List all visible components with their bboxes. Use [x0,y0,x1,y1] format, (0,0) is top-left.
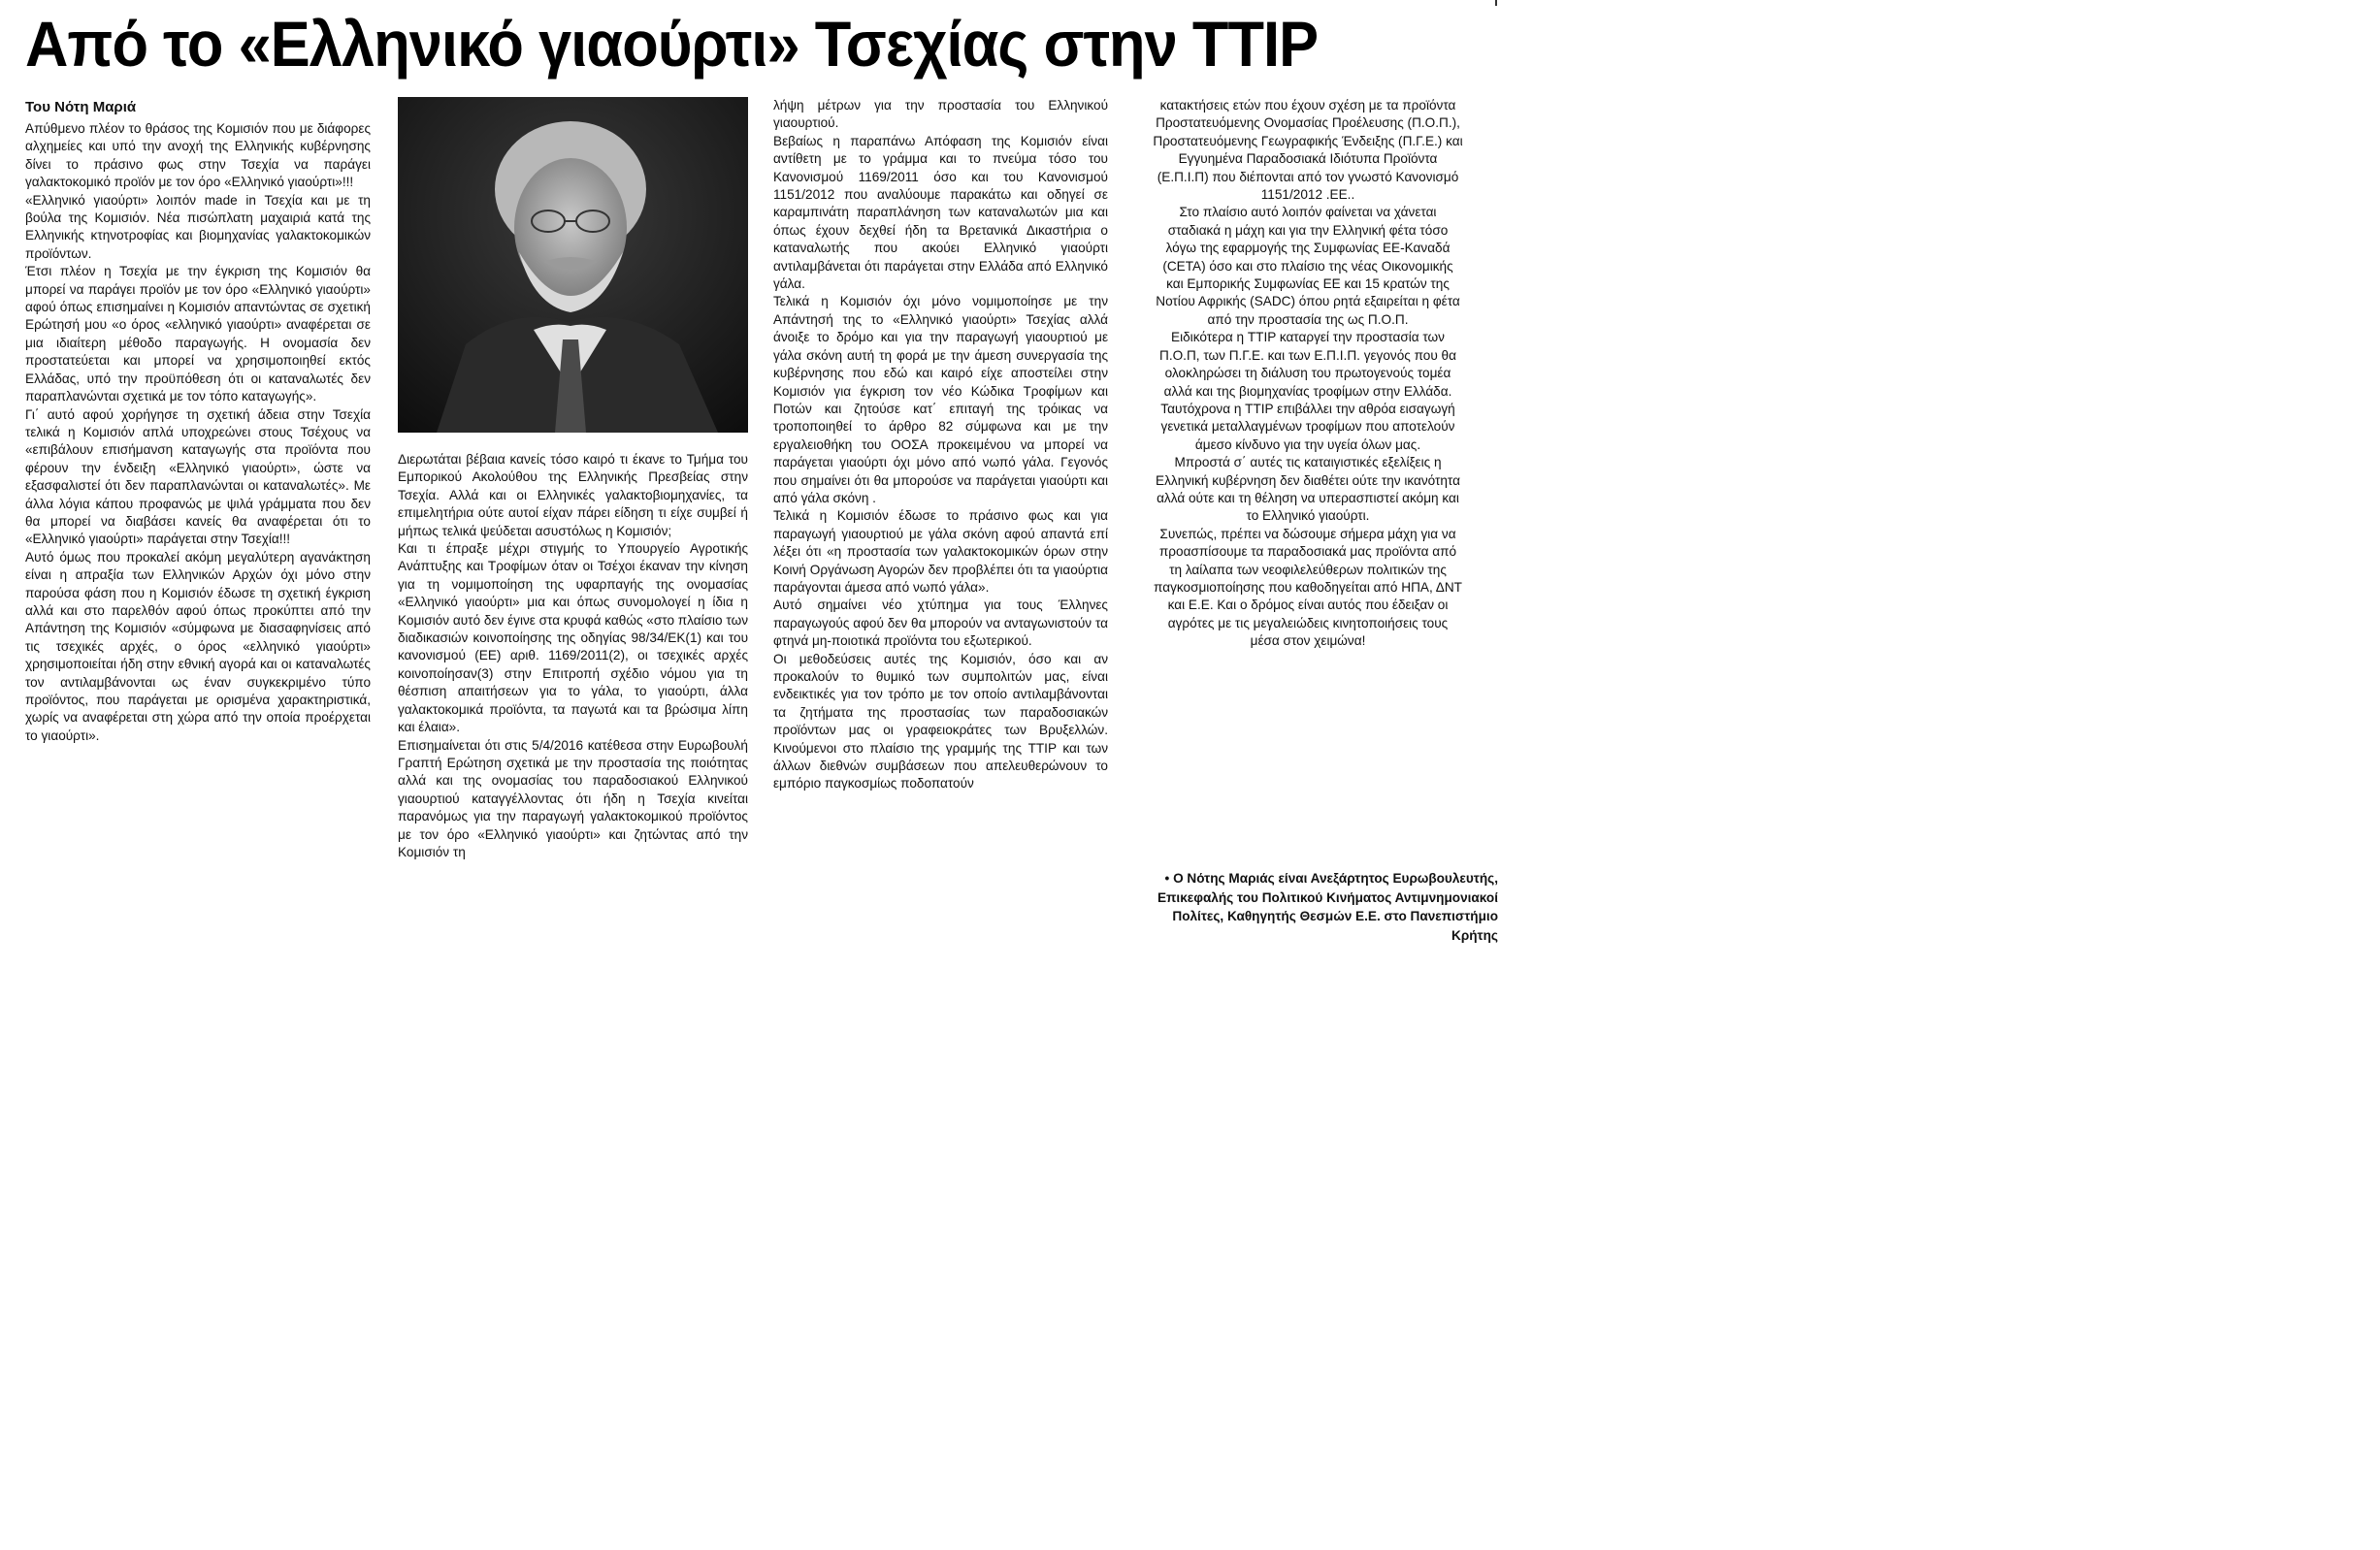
paragraph: Αυτό σημαίνει νέο χτύπημα για τους Έλληνες παραγωγούς αφού δεν θα μπορούν να ανταγωνιστούν τα φτηνά μη-ποιοτικά προϊόντα του εξωτερικού. [773,597,1108,649]
paragraph: Έτσι πλέον η Τσεχία με την έγκριση της Κομισιόν θα μπορεί να παράγει προϊόν με τον όρο «Ελληνικό γιαούρτι» αφού όπως επισημαίνει η Κομισιόν απαντώντας σε σχετική Ερώτησή μου «ο όρος «ελληνικό γιαούρτι» αναφέρεται σε μια ιδιαίτερη μέθοδο παραγωγής. Η ονομασία δεν προστατεύεται και μπορεί να χρησιμοποιηθεί εκτός Ελλάδας, υπό την προϋπόθεση ότι οι καταναλωτές δεν παραπλανώνται σχετικά με τον τόπο καταγωγής». [25,264,371,404]
paragraph: Τελικά η Κομισιόν όχι μόνο νομιμοποίησε με την Απάντησή της το «Ελληνικό γιαούρτι» Τσεχίας αλλά άνοιξε το δρόμο και για την παραγωγή γιαουρτιού με γάλα σκόνη αυτή τη φορά με την άμεση συνεργασία της κυβέρνησης που εδώ και καιρό είχε αποστείλει στην Κομισιόν για έγκριση τον νέο Κώδικα Τροφίμων και Ποτών και ζητούσε κατ΄ επιταγή της τρόικας να τροποποιηθεί το άρθρο 82 σύμφωνα και με την εργαλειοθήκη του ΟΟΣΑ προκειμένου να μπορεί να παράγεται γιαούρτι όχι μόνο από νωπό γάλα. Γεγονός που σημαίνει ότι θα μπορούσε να παράγεται γιαούρτι και από γάλα σκόνη . [773,294,1108,505]
paragraph: Αυτό όμως που προκαλεί ακόμη μεγαλύτερη αγανάκτηση είναι η απραξία των Ελληνικών Αρχών όχι μόνο στην παρούσα φάση που η Κομισιόν έδωσε τη σχετική έγκριση αλλά και στο παρελθόν αφού όπως προκύπτει από την Απάντηση της Κομισιόν «σύμφωνα με διασαφηνίσεις από τις τσεχικές αρχές, ο όρος «ελληνικό γιαούρτι» χρησιμοποιείται ήδη στην εθνική αγορά και οι καταναλωτές τον αντιλαμβάνονται ως έναν συγκεκριμένο τύπο προϊόντος, που παράγεται με ορισμένα χαρακτηριστικά, χωρίς να αναφέρεται στη χώρα από την οποία προέρχεται το γιαούρτι». [25,549,371,743]
paragraph: λήψη μέτρων για την προστασία του Ελληνικού γιαουρτιού. [773,98,1108,131]
article-column-3 [773,97,1108,793]
paragraph: Γι΄ αυτό αφού χορήγησε τη σχετική άδεια στην Τσεχία τελικά η Κομισιόν απλά υποχρεώνει στους Τσέχους να «επιβάλουν επισήμανση καταγωγής στα προϊόντα που φέρουν την ένδειξη «Ελληνικό γιαούρτι», ώστε να εξασφαλιστεί ότι δεν παραπλανώνται οι καταναλωτές». Με άλλα λόγια κάπου προφανώς με ψιλά γράμματα που δεν θα μπορεί να διαβάσει κανείς θα αναφέρεται ότι το «Ελληνικό γιαούρτι» παράγεται στην Τσεχία!!! [25,406,371,547]
paragraph: Διερωτάται βέβαια κανείς τόσο καιρό τι έκανε το Τμήμα του Εμπορικού Ακολούθου της Ελληνικής Πρεσβείας στην Τσεχία. Αλλά και οι Ελληνικές γαλακτοβιομηχανίες, τα επιμελητήρια ούτε αυτοί είχαν πάρει είδηση τι είχε συμβεί ή μήπως τελικά ψεύδεται ασυστόλως η Κομισιόν; [398,452,748,538]
article-column-4 [1153,97,1463,651]
paragraph: Απύθμενο πλέον το θράσος της Κομισιόν που με διάφορες αλχημείες και υπό την ανοχή της Ελληνικής κυβέρνησης δίνει το πράσινο φως στην Τσεχία να παράγει γαλακτοκομικό προϊόν με τον όρο «Ελληνικό γιαούρτι»!!! [25,121,371,190]
article-headline: Από το «Ελληνικό γιαούρτι» Τσεχίας στην TTIP [25,8,1319,80]
author-portrait-image [398,97,748,433]
paragraph: Στο πλαίσιο αυτό λοιπόν φαίνεται να χάνεται σταδιακά η μάχη και για την Ελληνική φέτα τόσο λόγω της εφαρμογής της Συμφωνίας ΕΕ-Καναδά (CETA) όσο και στο πλαίσιο της νέας Οικονομικής και Εμπορικής Συμφωνίας ΕΕ και 15 κρατών της Νοτίου Αφρικής (SADC) όπου ρητά εξαιρείται η φέτα από την προστασία της ως Π.Ο.Π. [1156,205,1460,327]
paragraph: Οι μεθοδεύσεις αυτές της Κομισιόν, όσο και αν προκαλούν το θυμικό των συμπολιτών μας, είναι ενδεικτικές για τον τρόπο με τον οποίο αντιλαμβάνονται τα ζητήματα της προστασίας των παραδοσιακών προϊόντων μας οι γραφειοκράτες των Βρυξελλών. Κινούμενοι στο πλαίσιο της γραμμής της TTIP και των άλλων διεθνών συμβάσεων που απελευθερώνουν το εμπόριο παγκοσμίως ποδοπατούν [773,651,1108,791]
paragraph: Μπροστά σ΄ αυτές τις καταιγιστικές εξελίξεις η Ελληνική κυβέρνηση δεν διαθέτει ούτε την ικανότητα αλλά ούτε και τη θέληση να υπερασπιστεί ακόμη και το Ελληνικό γιαούρτι. [1156,455,1460,524]
paragraph: Συνεπώς, πρέπει να δώσουμε σήμερα μάχη για να προασπίσουμε τα παραδοσιακά μας προϊόντα από τη λαίλαπα των νεοφιλελεύθερων πολιτικών της παγκοσμιοποίησης που καθοδηγείται από ΗΠΑ, ΔΝΤ και Ε.Ε. Και ο δρόμος είναι αυτός που έδειξαν οι αγρότες με τις μεγαλειώδεις κινητοποιήσεις τους μέσα στον χειμώνα! [1154,526,1462,649]
article-column-2 [398,451,748,861]
byline: Του Νότη Μαριά [25,99,137,115]
paragraph: Τελικά η Κομισιόν έδωσε το πράσινο φως και για παραγωγή γιαουρτιού με γάλα σκόνη αφού απαντά επί λέξει ότι «η προστασία των γαλακτοκομικών όρων στην Κοινή Οργάνωση Αγορών δεν προβλέπει ότι τα γιαούρτια παράγονται άμεσα από νωπό γάλα». [773,508,1108,595]
page-corner-mark [1495,0,1497,6]
paragraph: Ειδικότερα η TTIP καταργεί την προστασία των Π.Ο.Π, των Π.Γ.Ε. και των Ε.Π.Ι.Π. γεγονός που θα ολοκληρώσει τη διάλυση του πρωτογενούς τομέα αλλά και της βιομηχανίας τροφίμων στην Ελλάδα. Ταυτόχρονα η TTIP επιβάλλει την αθρόα εισαγωγή γενετικά μεταλλαγμένων τροφίμων που αποτελούν άμεσο κίνδυνο για την υγεία όλων μας. [1159,330,1456,452]
author-photo [398,97,748,433]
paragraph: «Ελληνικό γιαούρτι» λοιπόν made in Τσεχία και με τη βούλα της Κομισιόν. Νέα πισώπλατη μαχαιριά κατά της Ελληνικής κτηνοτροφίας και βιομηχανίας γαλακτοκομικών προϊόντων. [25,192,371,261]
paragraph: Επισημαίνεται ότι στις 5/4/2016 κατέθεσα στην Ευρωβουλή Γραπτή Ερώτηση σχετικά με την προστασία της ποιότητας αλλά και της ονομασίας του παραδοσιακού Ελληνικού γιαουρτιού καταγγέλλοντας ότι ήδη η Τσεχία κινείται παρανόμως για την παραγωγή γαλακτοκομικού προϊόντος με τον όρο «Ελληνικό γιαούρτι» και ζητώντας από την Κομισιόν τη [398,737,748,859]
paragraph: Και τι έπραξε μέχρι στιγμής το Υπουργείο Αγροτικής Ανάπτυξης και Τροφίμων όταν οι Τσέχοι έκαναν την κίνηση για τη νομιμοποίηση της υφαρπαγής της ονομασίας «Ελληνικό γιαούρτι» μια και όπως συνομολογεί η ίδια η Κομισιόν αυτό δεν έγινε στα κρυφά καθώς «στο πλαίσιο των διαδικασιών κοινοποίησης της οδηγίας 98/34/ΕΚ(1) και του κανονισμού (ΕΕ) αριθ. 1169/2011(2), οι τσεχικές αρχές κοινοποίησαν(3) στην Επιτροπή σχέδιο νόμου για τη θέσπιση απαιτήσεων για το γάλα, το γιαούρτι, άλλα γαλακτοκομικά προϊόντα, τα παγωτά και τα βρώσιμα λίπη και έλαια». [398,541,748,735]
article-column-1 [25,97,371,745]
paragraph: κατακτήσεις ετών που έχουν σχέση με τα προϊόντα Προστατευόμενης Ονομασίας Προέλευσης (Π.Ο.Π.), Προστατευόμενης Γεωγραφικής Ένδειξης (Π.Γ.Ε.) και Εγγυημένα Παραδοσιακά Ιδιότυπα Προϊόντα (Ε.Π.Ι.Π) που διέπονται από τον γνωστό Κανονισμό 1151/2012 .ΕΕ.. [1153,98,1463,203]
paragraph: Βεβαίως η παραπάνω Απόφαση της Κομισιόν είναι αντίθετη με το γράμμα και το πνεύμα τόσο του Κανονισμού 1169/2011 όσο και του Κανονισμού 1151/2012 που αναλύουμε παρακάτω και οδηγεί σε καραμπινάτη παραπλάνηση των καταναλωτών μια και όπως έχουν δεχθεί ήδη τα Βρετανικά Δικαστήρια ο καταναλωτής που ακούει Ελληνικό γιαούρτι αντιλαμβάνεται ότι παράγεται στην Ελλάδα από Ελληνικό γάλα. [773,133,1108,292]
author-note: • Ο Νότης Μαριάς είναι Ανεξάρτητος Ευρωβουλευτής, Επικεφαλής του Πολιτικού Κινήματος Αντιμνημονιακοί Πολίτες, Καθηγητής Θεσμών Ε.Ε. στο Πανεπιστήμιο Κρήτης [1157,871,1498,943]
